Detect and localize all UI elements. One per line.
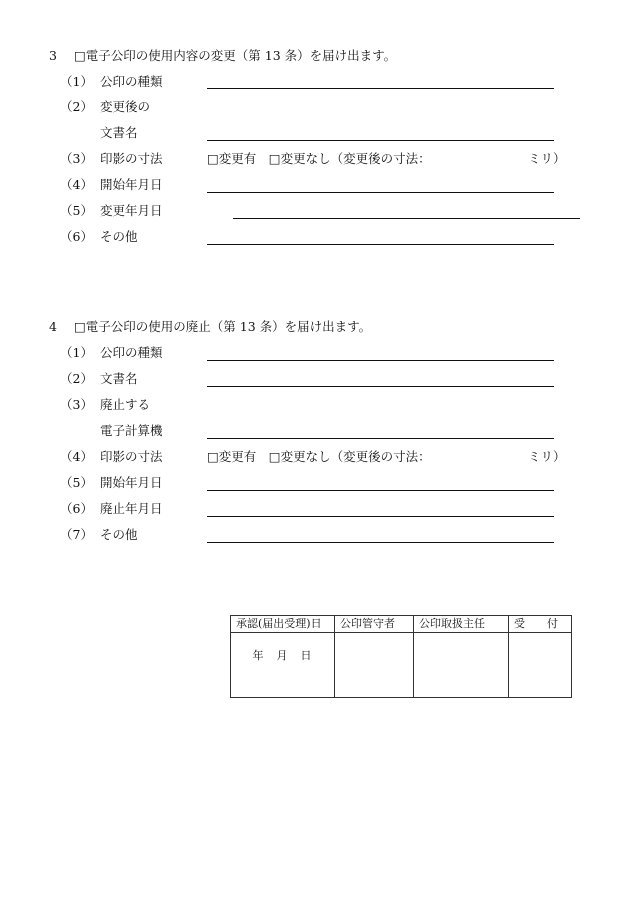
seal-size-unit: ミリ） xyxy=(528,449,566,464)
document-name-field[interactable] xyxy=(207,386,554,387)
approval-date-header: 承認(届出受理)日 xyxy=(231,616,335,633)
field-label: 文書名 xyxy=(100,125,138,140)
field-label: 変更年月日 xyxy=(100,203,163,218)
item-number: （3） xyxy=(60,151,93,166)
item-number: （7） xyxy=(60,527,93,542)
computer-field[interactable] xyxy=(207,438,554,439)
field-label: 廃止年月日 xyxy=(100,501,163,516)
field-label: その他 xyxy=(100,229,138,244)
field-label: 公印の種類 xyxy=(100,74,163,89)
section-3-number: 3 xyxy=(49,48,57,63)
seal-size-options[interactable]: □変更有 □変更なし（変更後の寸法： xyxy=(207,449,431,464)
field-label: 文書名 xyxy=(100,371,138,386)
field-label: 電子計算機 xyxy=(100,423,163,438)
seal-handler-header: 公印取扱主任 xyxy=(414,616,509,633)
field-label: 印影の寸法 xyxy=(100,449,163,464)
start-date-field[interactable] xyxy=(207,192,554,193)
seal-type-field[interactable] xyxy=(207,88,554,89)
seal-handler-stamp-cell[interactable] xyxy=(414,633,509,698)
seal-custodian-stamp-cell[interactable] xyxy=(335,633,414,698)
field-label: 変更後の xyxy=(100,99,151,114)
start-date-field[interactable] xyxy=(207,490,554,491)
seal-size-options[interactable]: □変更有 □変更なし（変更後の寸法： xyxy=(207,151,431,166)
field-label: 印影の寸法 xyxy=(100,151,163,166)
approval-date-cell[interactable]: 年 月 日 xyxy=(231,633,335,698)
change-date-field[interactable] xyxy=(233,218,580,219)
abolition-date-field[interactable] xyxy=(207,516,554,517)
seal-size-unit: ミリ） xyxy=(528,151,566,166)
item-number: （4） xyxy=(60,449,93,464)
document-name-field[interactable] xyxy=(207,140,554,141)
approval-stamp-table xyxy=(230,615,572,698)
item-number: （3） xyxy=(60,397,93,412)
item-number: （5） xyxy=(60,475,93,490)
other-field[interactable] xyxy=(207,542,554,543)
item-number: （4） xyxy=(60,177,93,192)
field-label: 開始年月日 xyxy=(100,475,163,490)
field-label: 開始年月日 xyxy=(100,177,163,192)
item-number: （5） xyxy=(60,203,93,218)
item-number: （1） xyxy=(60,345,93,360)
reception-header: 受 付 xyxy=(509,616,572,633)
section-4-heading[interactable]: □電子公印の使用の廃止（第 13 条）を届け出ます。 xyxy=(74,319,372,334)
seal-type-field[interactable] xyxy=(207,360,554,361)
item-number: （6） xyxy=(60,229,93,244)
item-number: （6） xyxy=(60,501,93,516)
seal-custodian-header: 公印管守者 xyxy=(335,616,414,633)
item-number: （1） xyxy=(60,74,93,89)
item-number: （2） xyxy=(60,99,93,114)
other-field[interactable] xyxy=(207,244,554,245)
section-3-heading[interactable]: □電子公印の使用内容の変更（第 13 条）を届け出ます。 xyxy=(74,48,397,63)
item-number: （2） xyxy=(60,371,93,386)
field-label: 廃止する xyxy=(100,397,151,412)
field-label: その他 xyxy=(100,527,138,542)
field-label: 公印の種類 xyxy=(100,345,163,360)
reception-stamp-cell[interactable] xyxy=(509,633,572,698)
section-4-number: 4 xyxy=(49,319,57,334)
